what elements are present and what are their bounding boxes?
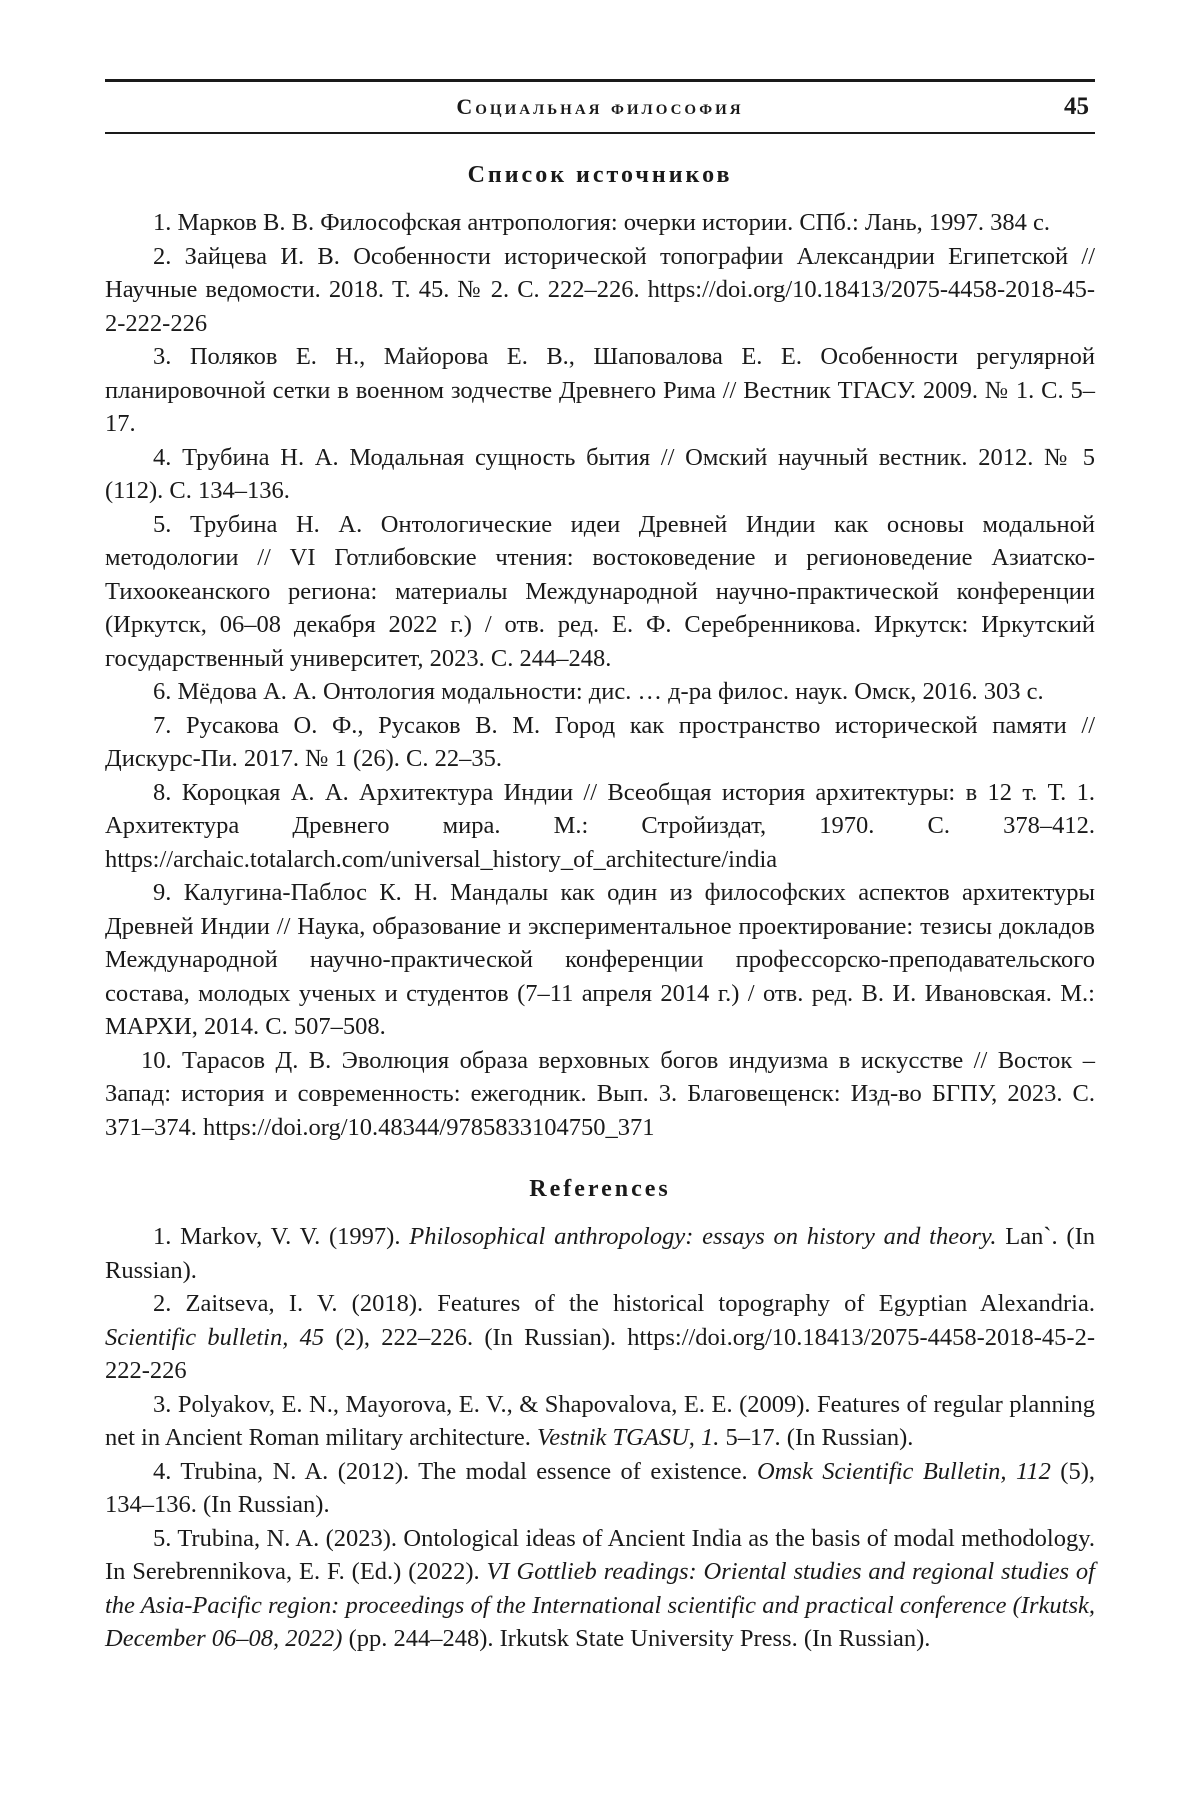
reference-text: Markov, V. V. (1997). <box>180 1223 409 1250</box>
reference-item <box>105 1522 1095 1656</box>
references-heading: References <box>105 1172 1095 1206</box>
source-item <box>105 240 1095 341</box>
running-header <box>105 79 1095 134</box>
reference-title: VI Gottlieb readings: Oriental studies and regional studies of the Asia-Pacific region: proceedings of the International scientific and practical conference (Irkutsk, December 06–08, 2022) <box>105 1558 1095 1652</box>
reference-item <box>105 1388 1095 1455</box>
reference-text-end: (5), 134–136. (In Russian). <box>105 1458 1095 1519</box>
source-number: 3. <box>153 343 171 370</box>
source-number: 5. <box>153 511 171 538</box>
reference-text: Trubina, N. A. (2012). The modal essence of existence. <box>180 1458 757 1485</box>
source-number: 1. <box>153 209 171 236</box>
reference-title: Omsk Scientific Bulletin, 112 <box>757 1458 1051 1485</box>
reference-item <box>105 1220 1095 1287</box>
page-number: 45 <box>1064 93 1089 121</box>
reference-text-end: Lan`. (In Russian). <box>105 1223 1095 1284</box>
source-text: Марков В. В. Философская антропология: очерки истории. СПб.: Лань, 1997. 384 с. <box>178 209 1051 236</box>
reference-number: 3. <box>153 1391 171 1418</box>
source-item <box>105 441 1095 508</box>
source-text: Тарасов Д. В. Эволюция образа верховных богов индуизма в искусстве // Восток – Запад: история и современность: ежегодник. Вып. 3. Благовещенск: Изд-во БГПУ, 2023. С. 371–374. https://doi.org/10.48344/9785833104750_371 <box>105 1047 1095 1141</box>
reference-number: 5. <box>153 1525 171 1552</box>
source-item <box>105 776 1095 877</box>
journal-page <box>0 0 1200 1800</box>
references-list <box>105 1220 1095 1656</box>
source-text: Зайцева И. В. Особенности исторической топографии Александрии Египетской // Научные ведомости. 2018. Т. 45. № 2. С. 222–226. https://doi.org/10.18413/2075-4458-2018-45-2-222-226 <box>105 243 1095 337</box>
page-content <box>105 158 1095 1656</box>
reference-number: 4. <box>153 1458 171 1485</box>
source-text: Короцкая А. А. Архитектура Индии // Всеобщая история архитектуры: в 12 т. Т. 1. Архитектура Древнего мира. М.: Стройиздат, 1970. С. 378–412. https://archaic.totalarch.com/universal_history_of_architecture/india <box>105 779 1095 873</box>
reference-text: Trubina, N. A. (2023). Ontological ideas of Ancient India as the basis of modal methodology. In Serebrennikova, E. F. (Ed.) (2022). <box>105 1525 1095 1586</box>
reference-item <box>105 1455 1095 1522</box>
source-text: Русакова О. Ф., Русаков В. М. Город как пространство исторической памяти // Дискурс-Пи. 2017. № 1 (26). С. 22–35. <box>105 712 1095 773</box>
source-number: 4. <box>153 444 171 471</box>
source-number: 9. <box>153 879 171 906</box>
source-item <box>105 508 1095 676</box>
reference-text-end: (2), 222–226. (In Russian). https://doi.org/10.18413/2075-4458-2018-45-2-222-226 <box>105 1324 1095 1385</box>
source-text: Трубина Н. А. Онтологические идеи Древней Индии как основы модальной методологии // VI Готлибовские чтения: востоковедение и регионоведение Азиатско-Тихоокеанского региона: материалы Международной научно-практической конференции (Иркутск, 06–08 декабря 2022 г.) / отв. ред. Е. Ф. Серебренникова. Иркутск: Иркутский государственный университет, 2023. С. 244–248. <box>105 511 1095 672</box>
reference-number: 2. <box>153 1290 171 1317</box>
reference-title: Scientific bulletin, 45 <box>105 1324 324 1351</box>
source-item <box>105 709 1095 776</box>
source-item <box>105 1044 1095 1145</box>
source-text: Трубина Н. А. Модальная сущность бытия // Омский научный вестник. 2012. № 5 (112). С. 134–136. <box>105 444 1095 505</box>
section-title: Социальная философия <box>105 94 1095 120</box>
source-text: Поляков Е. Н., Майорова Е. В., Шаповалова Е. Е. Особенности регулярной планировочной сетки в военном зодчестве Древнего Рима // Вестник ТГАСУ. 2009. № 1. С. 5–17. <box>105 343 1095 437</box>
sources-heading: Список источников <box>105 158 1095 192</box>
source-number: 2. <box>153 243 171 270</box>
source-text: Калугина-Паблос К. Н. Мандалы как один из философских аспектов архитектуры Древней Индии // Наука, образование и экспериментальное проектирование: тезисы докладов Международной научно-практической конференции профессорско-преподавательского состава, молодых ученых и студентов (7–11 апреля 2014 г.) / отв. ред. В. И. Ивановская. М.: МАРХИ, 2014. С. 507–508. <box>105 879 1095 1040</box>
source-number: 8. <box>153 779 171 806</box>
source-item <box>105 675 1095 709</box>
reference-number: 1. <box>153 1223 171 1250</box>
reference-text-end: 5–17. (In Russian). <box>719 1424 913 1451</box>
source-item <box>105 876 1095 1044</box>
sources-list <box>105 206 1095 1144</box>
reference-title: Vestnik TGASU, 1. <box>537 1424 719 1451</box>
source-number: 6. <box>153 678 171 705</box>
source-number: 10. <box>141 1047 172 1074</box>
source-item <box>105 206 1095 240</box>
reference-title: Philosophical anthropology: essays on history and theory. <box>409 1223 996 1250</box>
source-number: 7. <box>153 712 171 739</box>
source-item <box>105 340 1095 441</box>
reference-text: Zaitseva, I. V. (2018). Features of the historical topography of Egyptian Alexandria. <box>186 1290 1095 1317</box>
reference-text: Polyakov, E. N., Mayorova, E. V., & Shapovalova, E. E. (2009). Features of regular planning net in Ancient Roman military architecture. <box>105 1391 1095 1452</box>
source-text: Мёдова А. А. Онтология модальности: дис. … д-ра филос. наук. Омск, 2016. 303 с. <box>178 678 1044 705</box>
reference-item <box>105 1287 1095 1388</box>
reference-text-end: (pp. 244–248). Irkutsk State University Press. (In Russian). <box>342 1625 930 1652</box>
